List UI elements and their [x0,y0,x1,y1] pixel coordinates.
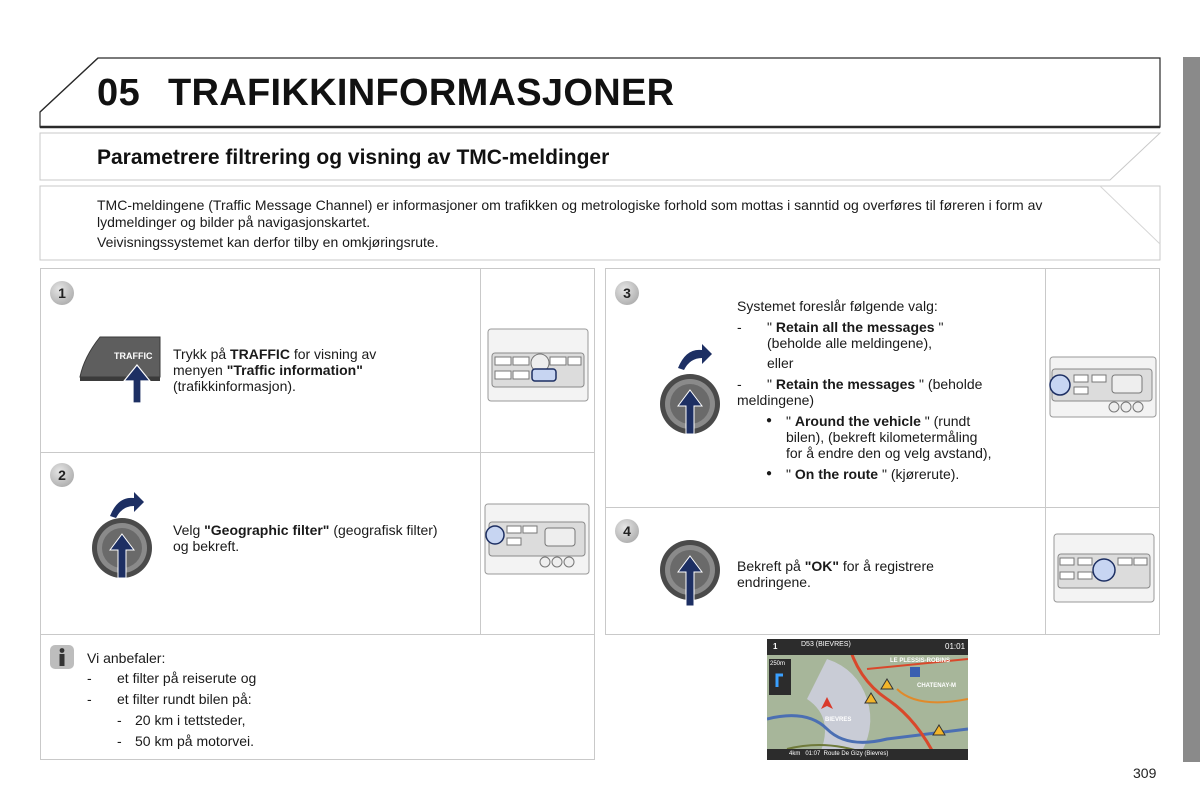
map-place-label: BIEVRES [825,717,852,723]
radio-panel-illustration [1048,355,1158,419]
intro-paragraph-1: TMC-meldingene (Traffic Message Channel) er informasjoner om trafikken og metrologiske forhold som mottas i sanntid og overføres til føreren i form av lydmeldinger og bilder på navigasjonskartet. [97,197,1043,230]
intro-text [97,197,1087,254]
ok-knob-icon [656,536,728,608]
step3-sub-around-line3: for å endre den og velg avstand), [786,445,992,461]
chapter-side-tab [1183,57,1200,762]
step3-sub1-bullet: ● [766,415,773,426]
step3-sub-around-vehicle: " Around the vehicle " (rundt [786,413,971,429]
step4-text: Bekreft på "OK" for å registrere endringene. [737,558,934,590]
rotary-knob-icon [656,340,728,436]
navigation-map-screenshot [767,639,968,760]
step2-text: Velg "Geographic filter" (geografisk filter) og bekreft. [173,522,438,554]
tip-item: et filter rundt bilen på: [117,691,252,707]
intro-paragraph-2: Veivisningssystemet kan derfor tilby en omkjøringsrute. [97,234,439,250]
step3-opt1-dash: - [737,319,742,335]
chapter-number: 05 [97,72,141,114]
step3-option-retain-all: " Retain all the messages " [767,319,944,335]
radio-panel-illustration [483,502,591,576]
map-scale: 250m [770,661,786,667]
step3-opt2-dash: - [737,376,742,392]
step2-badge: 2 [50,463,74,487]
step3-option-retain-desc: meldingene) [737,392,815,408]
step3-sub2-bullet: ● [766,468,773,479]
radio-panel-illustration [1052,530,1158,606]
traffic-button-illustration [78,333,164,399]
step3-sub-on-route: " On the route " (kjørerute). [786,466,960,482]
radio-panel-illustration [486,325,590,405]
step3-badge: 3 [615,281,639,305]
chapter-title: TRAFIKKINFORMASJONER [168,72,675,114]
step3-intro: Systemet foreslår følgende valg: [737,298,938,314]
step1-badge: 1 [50,281,74,305]
map-status-bar: 4km 01:07 Route De Gizy (Bievres) [789,751,889,757]
press-arrow-icon [122,363,152,405]
map-badge: 1 [773,642,778,651]
map-place-label: LE PLESSIS-ROBINS [890,658,951,664]
map-road-label: D53 (BIEVRES) [801,641,851,648]
info-icon [49,644,75,670]
tip-dash: - [87,670,92,686]
section-title: Parametrere filtrering og visning av TMC-meldinger [97,146,610,169]
step3-option-retain: " Retain the messages " (beholde [767,376,983,392]
map-place-label: CHATENAY-M [917,683,957,689]
tip-subitem: 50 km på motorvei. [135,733,255,749]
tip-subitem: 20 km i tettsteder, [135,712,246,728]
rotary-knob-icon [88,488,160,584]
tip-subdash: - [117,712,122,728]
tip-subdash: - [117,733,122,749]
step1-text: Trykk på TRAFFIC for visning av menyen "Traffic information" (trafikkinformasjon). [173,346,377,394]
tip-heading: Vi anbefaler: [87,650,166,666]
tip-dash: - [87,691,92,707]
step3-option-retain-all-desc: (beholde alle meldingene), [767,335,932,351]
step3-or: eller [767,355,794,371]
page-number: 309 [1133,765,1157,781]
step3-sub-around-line2: bilen), (bekreft kilometermåling [786,429,978,445]
traffic-button-label: TRAFFIC [114,351,153,361]
map-clock: 01:01 [945,642,966,651]
tip-item: et filter på reiserute og [117,670,257,686]
step4-badge: 4 [615,519,639,543]
